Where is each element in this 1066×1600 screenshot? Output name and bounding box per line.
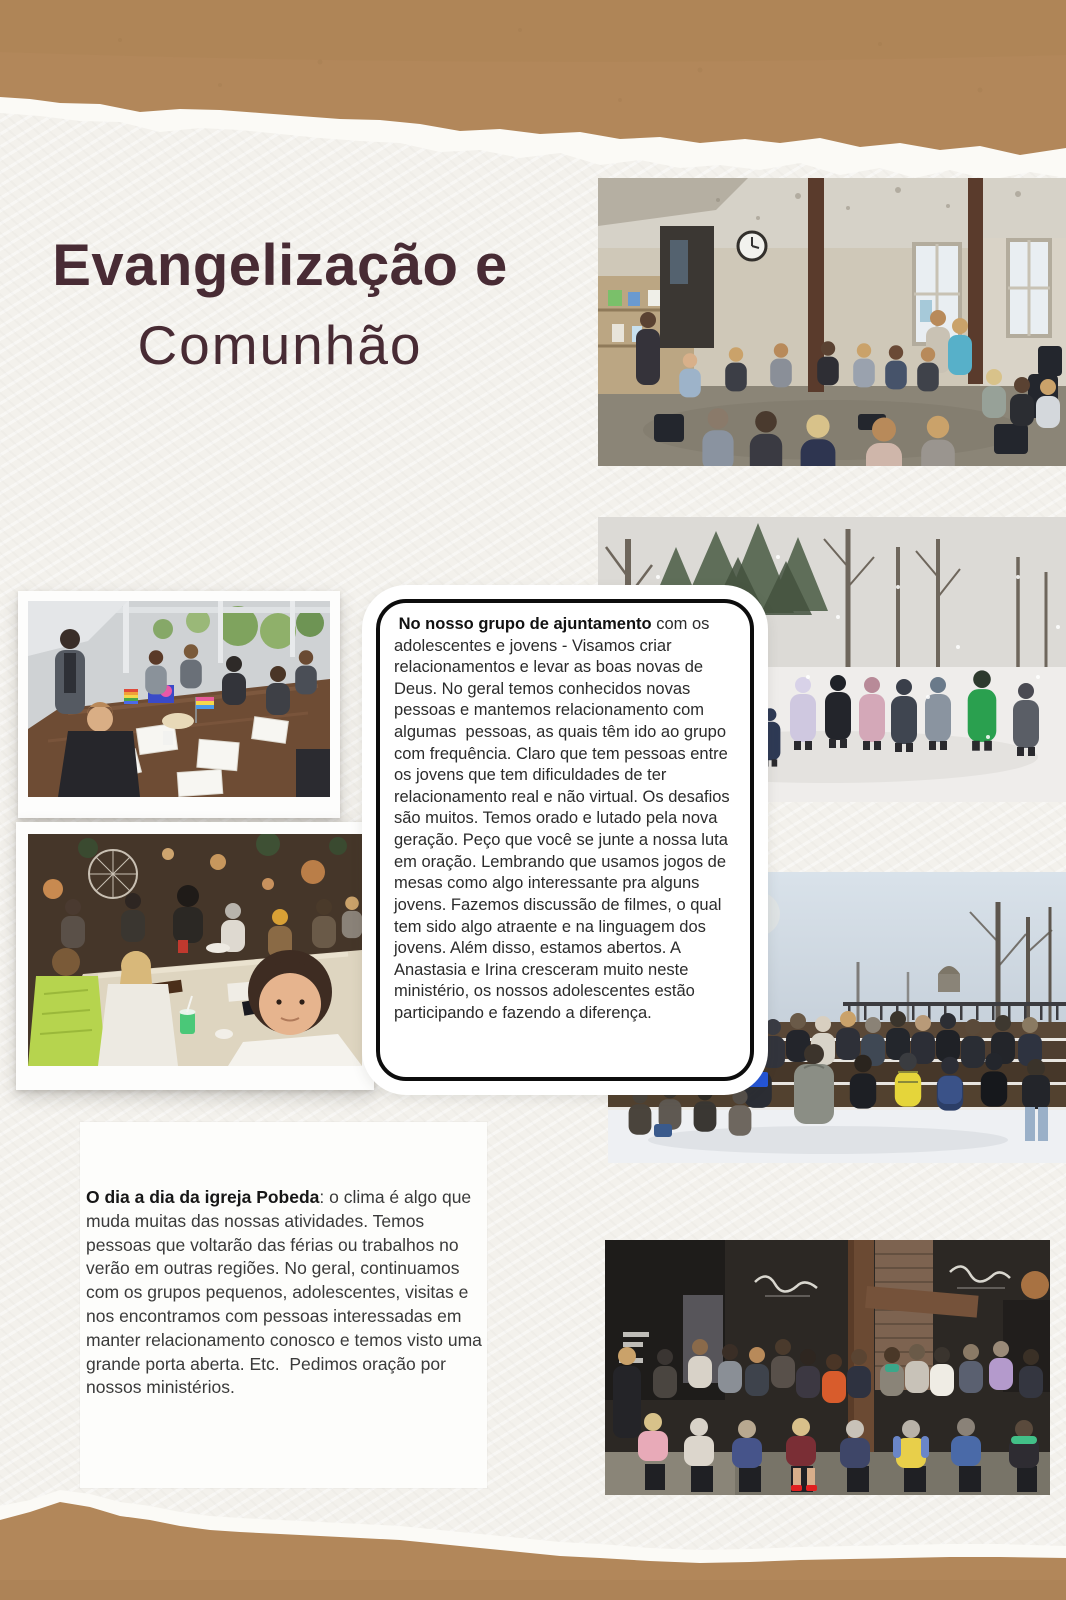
pobeda-panel (80, 1122, 487, 1488)
meeting-room-photo (598, 178, 1066, 466)
rainbow-flag-icon (124, 689, 138, 704)
window (1008, 240, 1050, 336)
callout-body: com os adolescentes e jovens - Visamos criar relacionamentos e levar as boas novas de Deus. No geral temos conhecidos novas pessoas e mantemos relacionamento com algumas pessoas, as quais têm ido ao grupo com frequência. Claro que tem pessoas entre os jovens que tem dificuldades de ter relacionamento real e não virtual. Os desafios são muitos. Temos orado e lutado pela nova geração. Peço que você se junte a nossa luta em oração. Lembrando que usamos jogos de mesas como algo interessante pra alguns jovens. Fazemos discussão de filmes, o qual tem sido algo atraente e na linguagem dos jovens. Além disso, estamos abertos. A Anastasia e Irina cresceram muito neste ministério, os nossos adolescentes estão participando e fazendo a diferença. (394, 615, 735, 1022)
callout-box (362, 585, 768, 1095)
pobeda-body: : o clima é algo que muda muitas das nossas atividades. Temos pessoas que voltarão das férias ou trabalhos no verão em outras regiões. No geral, continuamos com os grupos pequenos, adolescentes, visitas e nos encontramos com pessoas interessadas em manter relacionamento conosco e temos visto uma grande porta aberta. Etc. Pedimos oração por nossos ministérios. (86, 1187, 487, 1398)
food-court-polaroid (16, 822, 374, 1090)
church-group-photo (605, 1240, 1050, 1495)
callout-paragraph (394, 614, 737, 1025)
callout-frame (376, 599, 754, 1081)
page-title-line2: Comunhão (137, 313, 423, 376)
callout-lead: No nosso grupo de ajuntamento (394, 615, 652, 633)
craft-table-polaroid (18, 591, 340, 818)
torn-kraft-paper-top (0, 0, 1066, 200)
page-title-line1: Evangelização e (52, 233, 508, 298)
pobeda-lead: O dia a dia da igreja Pobeda (86, 1187, 320, 1207)
blue-bag (654, 1124, 672, 1137)
wall-clock-icon (738, 232, 766, 260)
pobeda-paragraph (86, 1186, 487, 1400)
ferris-wheel-light-icon (89, 850, 137, 898)
page-title (20, 233, 540, 377)
